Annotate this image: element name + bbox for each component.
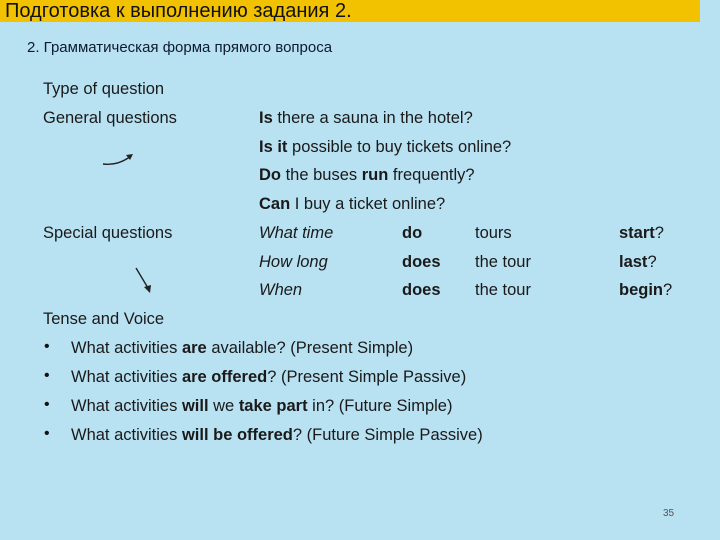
general-example-3: Do the buses run frequently? [259,166,475,184]
special-wh-3: When [259,281,303,299]
curved-arrow-icon [100,150,140,172]
special-verb-2: last? [619,253,657,271]
special-wh-1: What time [259,224,334,242]
bullet-1: • [44,338,50,355]
special-aux-1: do [402,224,423,242]
general-example-4: Can I buy a ticket online? [259,195,446,213]
special-aux-2: does [402,253,441,271]
diagonal-arrow-icon [133,266,157,296]
tense-item-4: What activities will be offered? (Future Simple Passive) [71,426,483,444]
page-number: 35 [663,508,675,519]
tense-item-1: What activities are available? (Present Simple) [71,339,414,357]
tense-voice-heading: Tense and Voice [43,310,165,328]
special-aux-3: does [402,281,441,299]
general-example-2: Is it possible to buy tickets online? [259,138,512,156]
title-bar [0,0,700,22]
bullet-4: • [44,425,50,442]
general-example-1: Is there a sauna in the hotel? [259,109,473,127]
special-verb-3: begin? [619,281,673,299]
general-questions-label: General questions [43,109,177,127]
special-questions-label: Special questions [43,224,173,242]
type-of-question-heading: Type of question [43,80,165,98]
subtitle: 2. Грамматическая форма прямого вопроса [27,39,333,56]
special-subject-2: the tour [475,253,531,271]
special-verb-1: start? [619,224,664,242]
bullet-3: • [44,396,50,413]
tense-item-2: What activities are offered? (Present Simple Passive) [71,368,467,386]
special-subject-1: tours [475,224,512,242]
page-title: Подготовка к выполнению задания 2. [5,0,352,22]
tense-item-3: What activities will we take part in? (Future Simple) [71,397,453,415]
special-wh-2: How long [259,253,328,271]
special-subject-3: the tour [475,281,531,299]
bullet-2: • [44,367,50,384]
